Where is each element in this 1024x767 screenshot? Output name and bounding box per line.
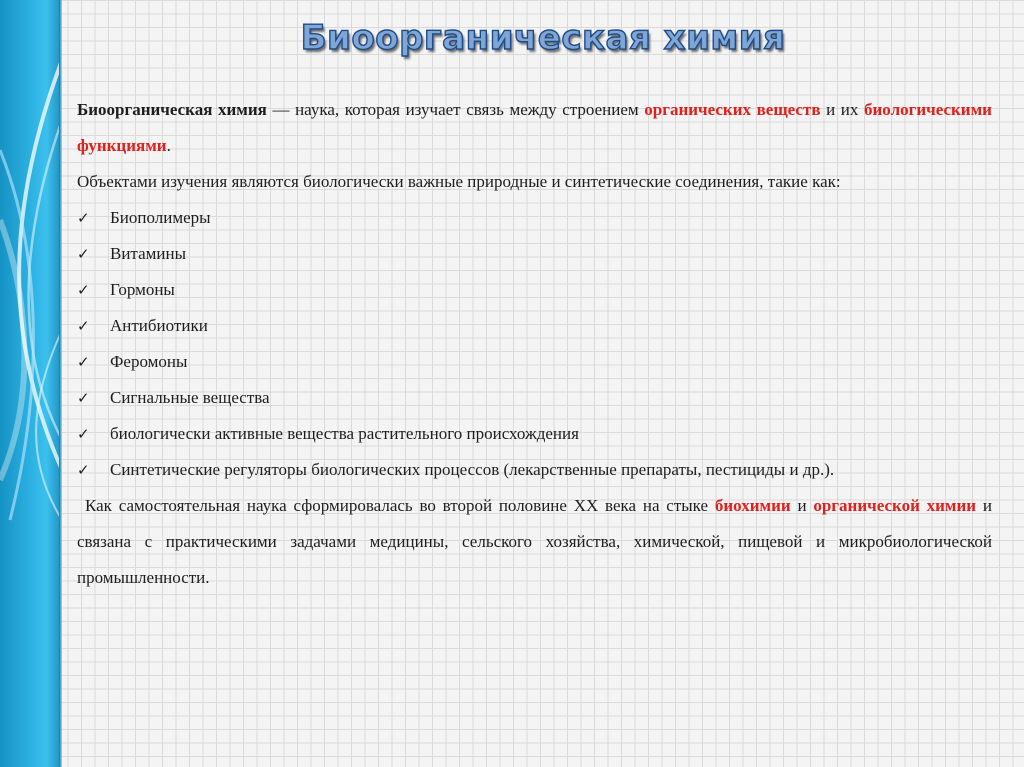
list-item: ✓ Гормоны [77, 272, 992, 308]
list-item: ✓ Биополимеры [77, 200, 992, 236]
conclusion-text: Как самостоятельная наука сформировалась во второй половине XX века на стыке [85, 496, 715, 515]
list-item: ✓ Антибиотики [77, 308, 992, 344]
intro-paragraph [77, 92, 992, 164]
objects-list [77, 200, 992, 488]
list-item: ✓ Сигнальные вещества [77, 380, 992, 416]
list-item: ✓ Синтетические регуляторы биологических процессов (лекарственные препараты, пестициды и др.). [77, 452, 992, 488]
check-icon: ✓ [77, 317, 90, 335]
check-icon: ✓ [77, 209, 90, 227]
highlight-biochemistry: биохимии [714, 496, 791, 515]
slide-title: Биоорганическая химия [300, 18, 786, 58]
slide-content [77, 92, 992, 596]
check-icon: ✓ [77, 245, 90, 263]
intro-text: — наука, которая изучает связь между строением [266, 100, 645, 119]
check-icon: ✓ [77, 425, 90, 443]
check-icon: ✓ [77, 281, 90, 299]
conclusion-paragraph [77, 488, 992, 596]
conclusion-text: и [790, 496, 814, 515]
conclusion-text: и связана с практическими задачами медицины, сельского хозяйства, химической, пищевой и микробиологической промышленности. [77, 496, 992, 587]
list-item: ✓ Феромоны [77, 344, 992, 380]
check-icon: ✓ [77, 461, 90, 479]
intro-text: и их [820, 100, 864, 119]
highlight-organic-substances: органических веществ [644, 100, 821, 119]
highlight-biological-functions: биологическими функциями [77, 100, 992, 155]
band-edge [59, 0, 62, 767]
swoosh-graphic [0, 0, 62, 767]
objects-paragraph: Объектами изучения являются биологически важные природные и синтетические соединения, такие как: [77, 172, 841, 191]
term: Биоорганическая химия [77, 100, 267, 119]
list-item: ✓ биологически активные вещества растительного происхождения [77, 416, 992, 452]
check-icon: ✓ [77, 389, 90, 407]
intro-text: . [166, 136, 171, 155]
highlight-organic-chemistry: органической химии [813, 496, 977, 515]
decorative-side-band [0, 0, 62, 767]
list-item: ✓ Витамины [77, 236, 992, 272]
check-icon: ✓ [77, 353, 90, 371]
